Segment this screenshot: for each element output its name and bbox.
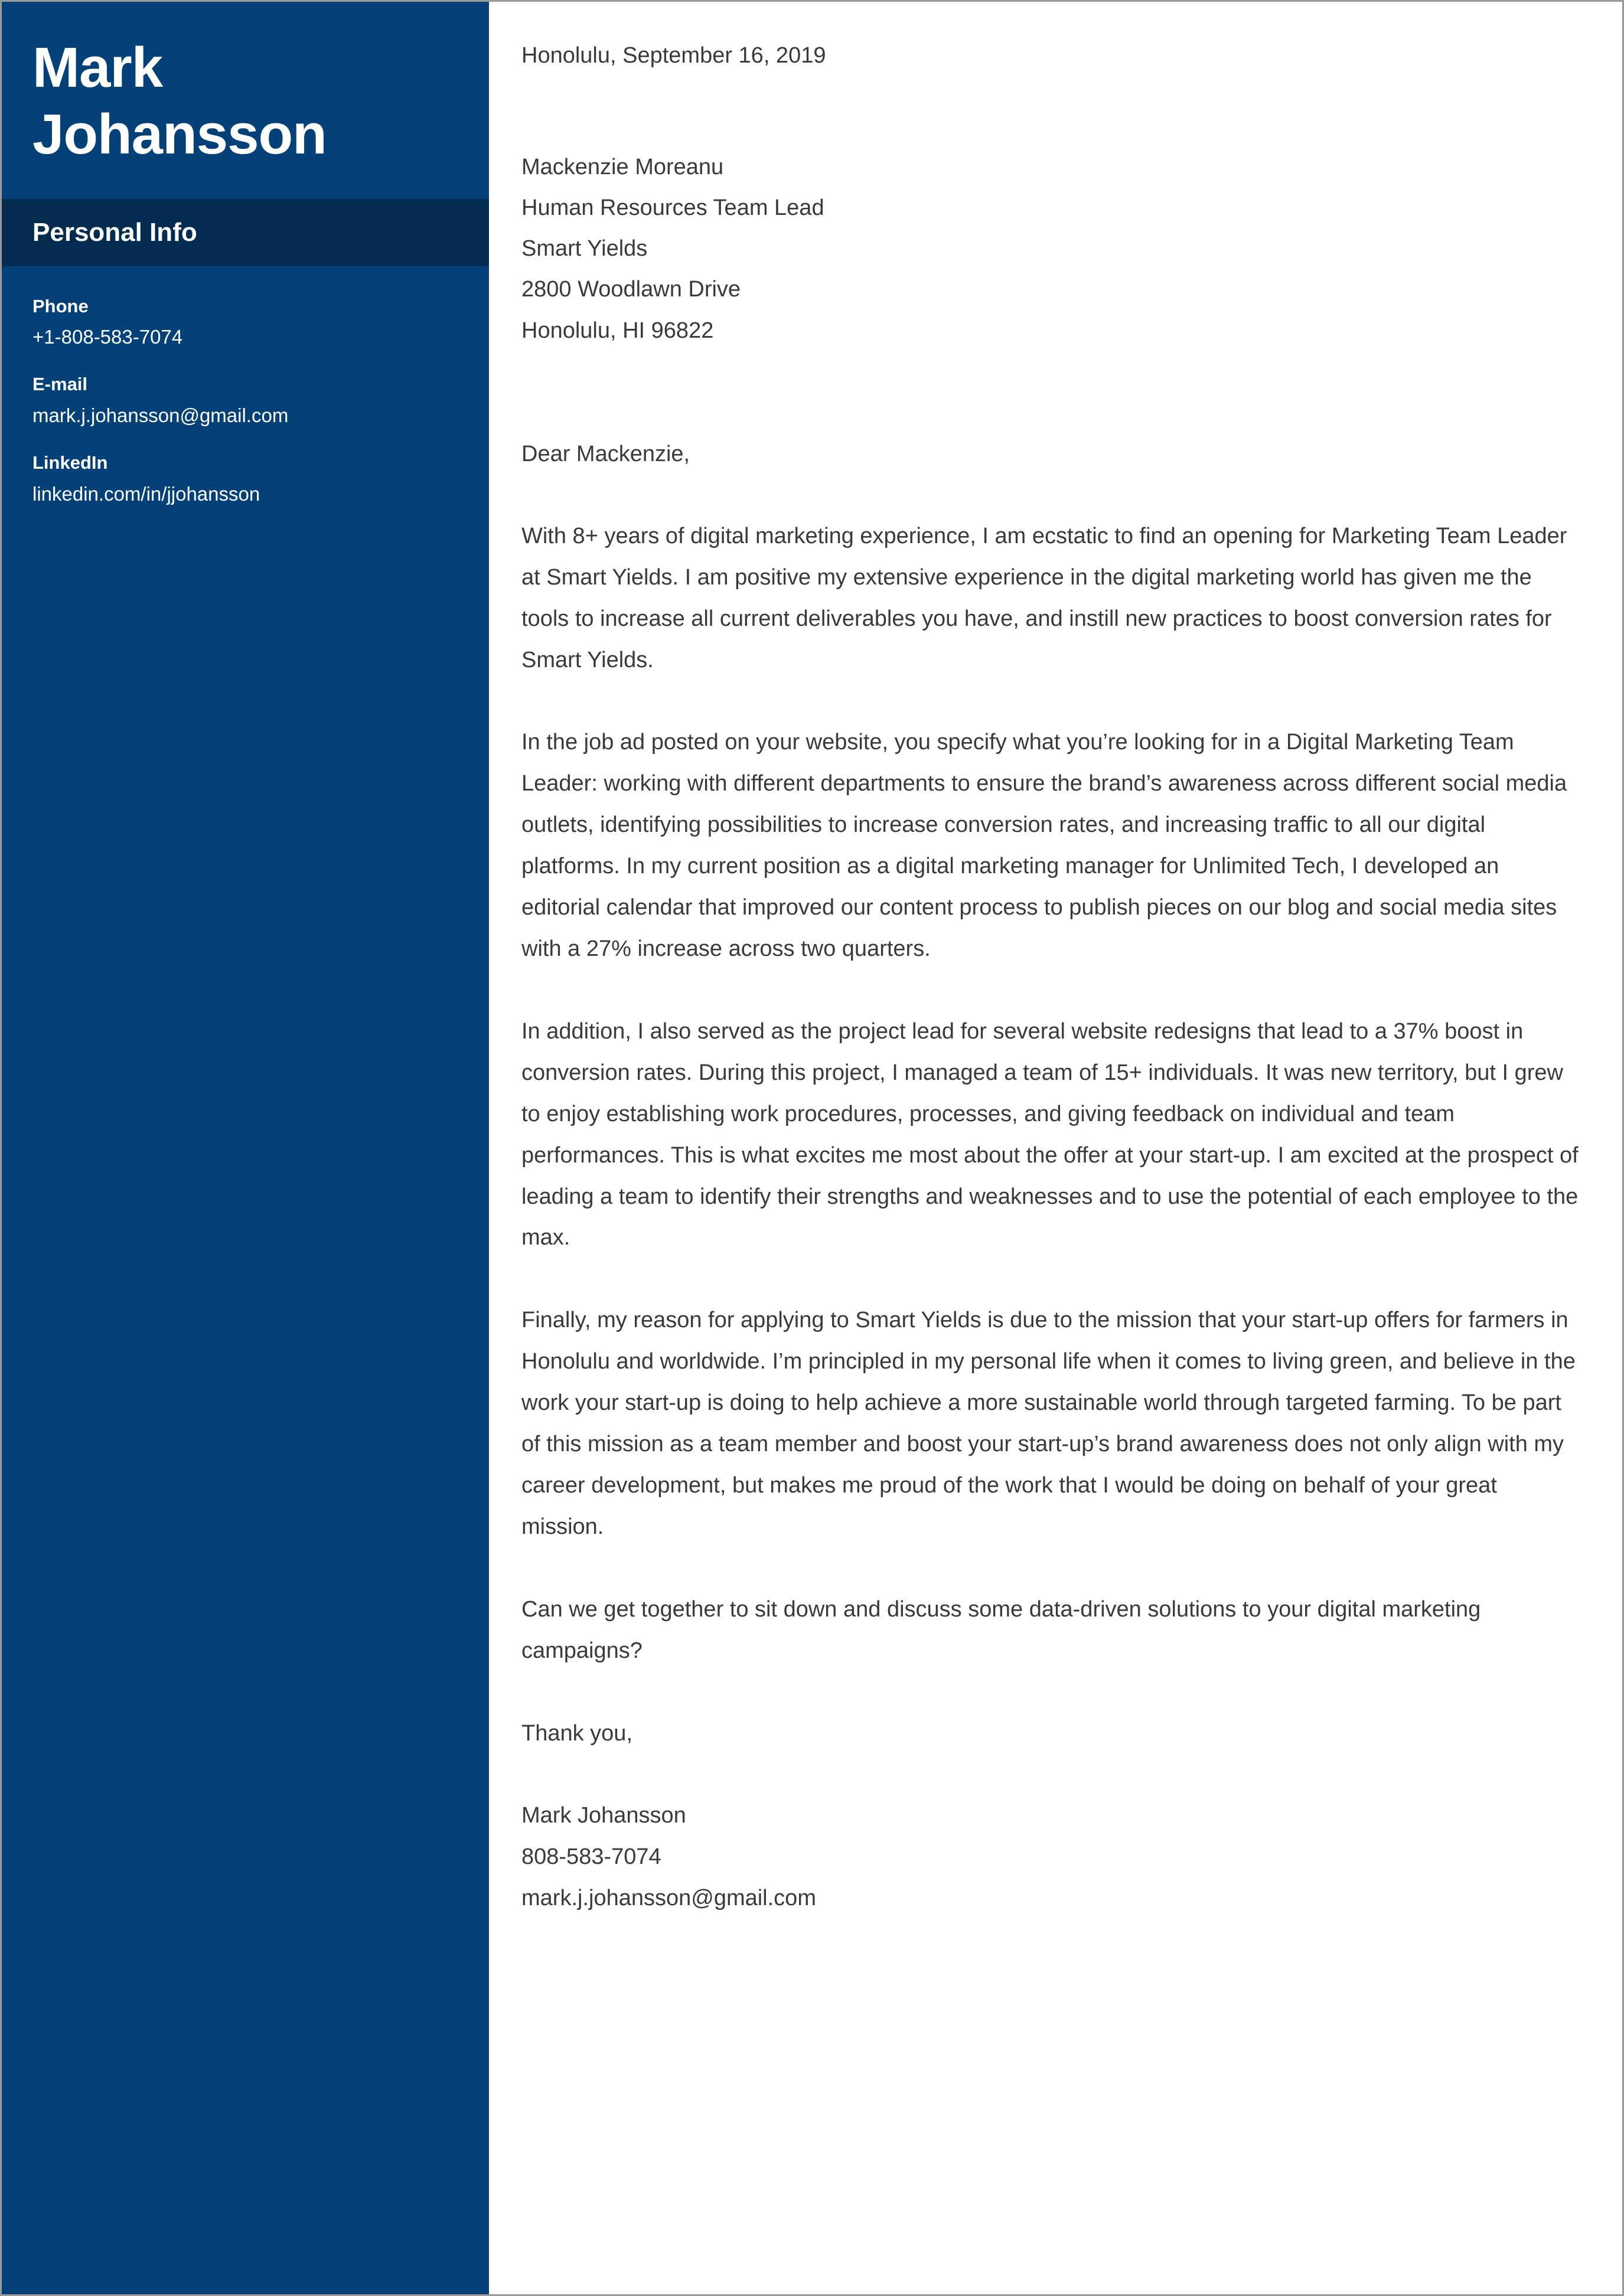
signature-email[interactable]: mark.j.johansson@gmail.com [521,1885,816,1910]
applicant-first-name: Mark [32,36,163,99]
contact-item-phone [32,293,458,352]
signature-name: Mark Johansson [521,1802,686,1828]
letter-paragraph-3: In addition, I also served as the project lead for several website redesigns that lead to a 37% boost in conversion rates. During this project, I managed a team of 15+ individuals. It was new territory, but I grew to enjoy establishing work procedures, processes, and giving feedback on individual and team performances. This is what excites me most about the offer at your start-up. I am excited at the prospect of leading a team to identify their strengths and weaknesses and to use the potential of each employee to the max. [521,1018,1579,1250]
contact-item-linkedin [32,450,458,508]
personal-info-title: Personal Info [32,217,197,247]
contact-label-linkedin: LinkedIn [32,452,108,473]
letter-date: Honolulu, September 16, 2019 [521,43,826,68]
recipient-job-title: Human Resources Team Lead [521,195,824,221]
letter-signoff: Thank you, [521,1720,632,1746]
letter-paragraph-4: Finally, my reason for applying to Smart Yields is due to the mission that your start-up offers for farmers in Honolulu and worldwide. I’m principled in my personal life when it comes to living green, and believe in the work your start-up is doing to help achieve a more sustainable world through targeted farming. To be part of this mission as a team member and boost your start-up’s brand awareness does not only align with my career development, but makes me proud of the work that I would be doing on behalf of your great mission. [521,1308,1576,1539]
applicant-last-name: Johansson [32,103,327,166]
letter-paragraph-1: With 8+ years of digital marketing experience, I am ecstatic to find an opening for Marketing Team Leader at Smart Yields. I am positive my extensive experience in the digital marketing world has given me the tools to increase all current deliverables you have, and instill new practices to boost conversion rates for Smart Yields. [521,523,1567,672]
personal-info-section-header [2,199,489,266]
recipient-company: Smart Yields [521,236,648,262]
contact-list [2,266,489,508]
sidebar [2,2,489,2294]
letter-paragraph-2: In the job ad posted on your website, you specify what you’re looking for in a Digital Marketing Team Leader: working with different departments to ensure the brand’s awareness across different social media outlets, identifying possibilities to increase conversion rates, and increasing traffic to all our digital platforms. In my current position as a digital marketing manager for Unlimited Tech, I developed an editorial calendar that improved our content process to publish pieces on our blog and social media sites with a 27% increase across two quarters. [521,730,1567,961]
recipient-name: Mackenzie Moreanu [521,154,724,179]
recipient-street: 2800 Woodlawn Drive [521,277,741,302]
applicant-name [2,2,489,168]
contact-label-phone: Phone [32,295,89,316]
signature-phone[interactable]: 808-583-7074 [521,1844,661,1869]
contact-value-phone[interactable]: +1-808-583-7074 [32,326,183,348]
recipient-address-block [521,147,1583,351]
letter-paragraph-5: Can we get together to sit down and discuss some data-driven solutions to your digital marketing campaigns? [521,1596,1481,1663]
contact-item-email [32,371,458,430]
signature-block [521,1795,1583,1919]
letter-body [489,2,1622,2294]
contact-value-linkedin[interactable]: linkedin.com/in/jjohansson [32,483,260,505]
letter-salutation: Dear Mackenzie, [521,441,690,466]
contact-label-email: E-mail [32,374,88,395]
contact-value-email[interactable]: mark.j.johansson@gmail.com [32,404,289,427]
recipient-city-state-zip: Honolulu, HI 96822 [521,318,714,343]
